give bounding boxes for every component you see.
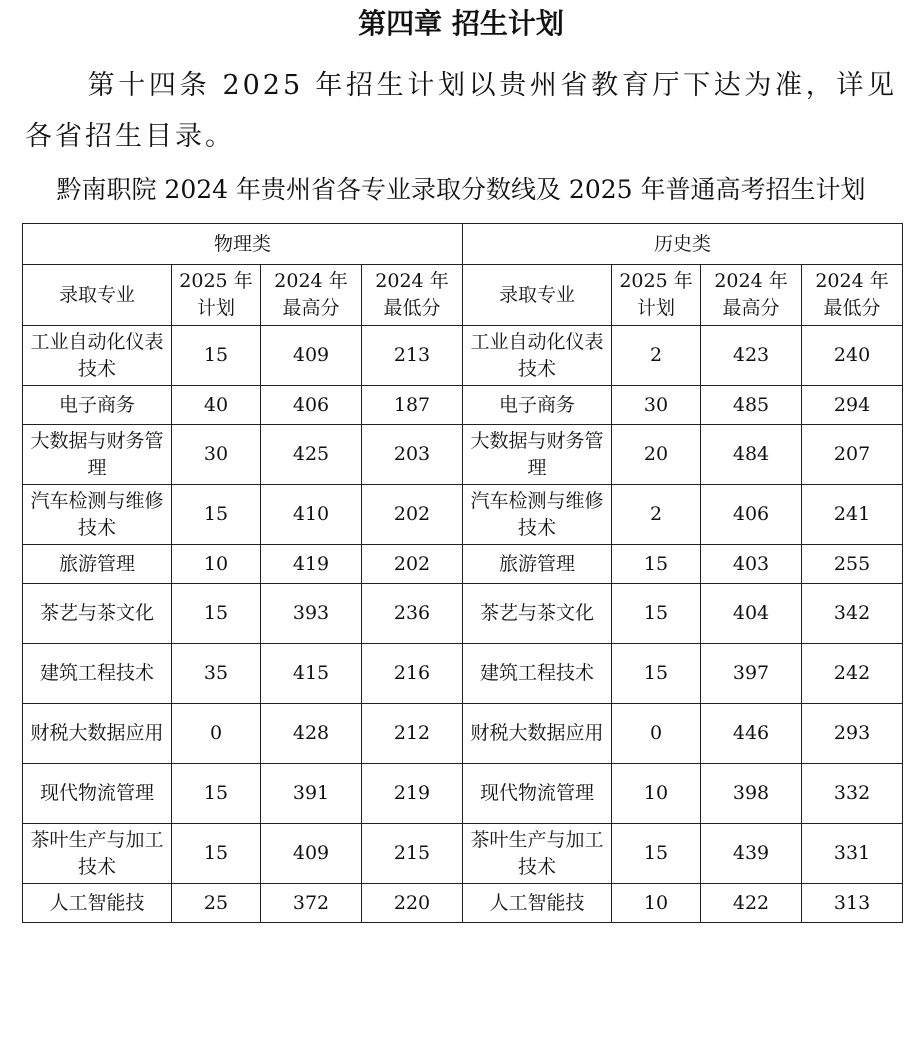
history-major-cell: 大数据与财务管理 <box>463 425 612 485</box>
physics-major-cell: 人工智能技 <box>23 884 172 923</box>
physics-plan-2025-cell: 15 <box>172 584 261 644</box>
history-major-cell: 人工智能技 <box>463 884 612 923</box>
physics-max-2024-cell: 372 <box>261 884 362 923</box>
table-row <box>23 704 903 764</box>
physics-plan-2025-cell: 0 <box>172 704 261 764</box>
history-major-cell: 现代物流管理 <box>463 764 612 824</box>
history-major-cell: 茶叶生产与加工技术 <box>463 824 612 884</box>
physics-plan-2025-cell: 25 <box>172 884 261 923</box>
history-plan-2025-cell: 30 <box>612 386 701 425</box>
physics-max-2024-cell: 428 <box>261 704 362 764</box>
physics-min-2024-cell: 202 <box>362 485 463 545</box>
history-major-cell: 工业自动化仪表技术 <box>463 326 612 386</box>
table-row <box>23 326 903 386</box>
physics-major-cell: 汽车检测与维修技术 <box>23 485 172 545</box>
history-min-2024-cell: 332 <box>802 764 903 824</box>
physics-min-2024-cell: 203 <box>362 425 463 485</box>
history-min-2024-cell: 331 <box>802 824 903 884</box>
history-min-2024-cell: 255 <box>802 545 903 584</box>
group-header-history: 历史类 <box>463 224 903 265</box>
table-row <box>23 545 903 584</box>
history-min-2024-cell: 313 <box>802 884 903 923</box>
history-plan-2025-cell: 2 <box>612 326 701 386</box>
history-max-2024-cell: 423 <box>701 326 802 386</box>
history-max-2024-cell: 446 <box>701 704 802 764</box>
history-min-2024-cell: 294 <box>802 386 903 425</box>
table-row <box>23 644 903 704</box>
history-major-cell: 财税大数据应用 <box>463 704 612 764</box>
history-plan-2025-cell: 20 <box>612 425 701 485</box>
physics-min-2024-cell: 212 <box>362 704 463 764</box>
article-text: 第十四条 2025 年招生计划以贵州省教育厅下达为准，详见各省招生目录。 <box>25 70 897 152</box>
table-row <box>23 884 903 923</box>
physics-max-2024-cell: 409 <box>261 824 362 884</box>
history-max-2024-cell: 406 <box>701 485 802 545</box>
history-plan-2025-cell: 15 <box>612 824 701 884</box>
physics-major-cell: 茶艺与茶文化 <box>23 584 172 644</box>
history-max-2024-cell: 404 <box>701 584 802 644</box>
history-max-2024-cell: 484 <box>701 425 802 485</box>
history-min-2024-cell: 241 <box>802 485 903 545</box>
physics-major-cell: 建筑工程技术 <box>23 644 172 704</box>
col-header-max-2024: 2024 年最高分 <box>261 265 362 326</box>
history-max-2024-cell: 403 <box>701 545 802 584</box>
group-header-row <box>23 224 903 265</box>
chapter-title: 第四章 招生计划 <box>358 7 564 40</box>
physics-min-2024-cell: 216 <box>362 644 463 704</box>
physics-min-2024-cell: 202 <box>362 545 463 584</box>
physics-max-2024-cell: 415 <box>261 644 362 704</box>
physics-major-cell: 电子商务 <box>23 386 172 425</box>
history-plan-2025-cell: 15 <box>612 545 701 584</box>
history-plan-2025-cell: 15 <box>612 644 701 704</box>
history-plan-2025-cell: 0 <box>612 704 701 764</box>
col-header-max-2024: 2024 年最高分 <box>701 265 802 326</box>
table-row <box>23 386 903 425</box>
col-header-plan-2025: 2025 年计划 <box>612 265 701 326</box>
history-max-2024-cell: 397 <box>701 644 802 704</box>
physics-min-2024-cell: 219 <box>362 764 463 824</box>
history-major-cell: 旅游管理 <box>463 545 612 584</box>
physics-min-2024-cell: 220 <box>362 884 463 923</box>
table-caption: 黔南职院 2024 年贵州省各专业录取分数线及 2025 年普通高考招生计划 <box>56 175 866 204</box>
history-major-cell: 电子商务 <box>463 386 612 425</box>
history-max-2024-cell: 422 <box>701 884 802 923</box>
history-major-cell: 汽车检测与维修技术 <box>463 485 612 545</box>
article-paragraph <box>25 60 897 162</box>
history-min-2024-cell: 240 <box>802 326 903 386</box>
physics-min-2024-cell: 236 <box>362 584 463 644</box>
physics-major-cell: 工业自动化仪表技术 <box>23 326 172 386</box>
physics-major-cell: 大数据与财务管理 <box>23 425 172 485</box>
physics-plan-2025-cell: 30 <box>172 425 261 485</box>
table-row <box>23 485 903 545</box>
physics-max-2024-cell: 406 <box>261 386 362 425</box>
physics-major-cell: 现代物流管理 <box>23 764 172 824</box>
physics-major-cell: 财税大数据应用 <box>23 704 172 764</box>
history-min-2024-cell: 207 <box>802 425 903 485</box>
history-min-2024-cell: 242 <box>802 644 903 704</box>
physics-min-2024-cell: 187 <box>362 386 463 425</box>
physics-plan-2025-cell: 40 <box>172 386 261 425</box>
physics-max-2024-cell: 393 <box>261 584 362 644</box>
physics-min-2024-cell: 215 <box>362 824 463 884</box>
table-row <box>23 824 903 884</box>
history-major-cell: 建筑工程技术 <box>463 644 612 704</box>
history-min-2024-cell: 293 <box>802 704 903 764</box>
physics-max-2024-cell: 391 <box>261 764 362 824</box>
column-header-row <box>23 265 903 326</box>
physics-max-2024-cell: 419 <box>261 545 362 584</box>
history-plan-2025-cell: 10 <box>612 884 701 923</box>
col-header-plan-2025: 2025 年计划 <box>172 265 261 326</box>
col-header-min-2024: 2024 年最低分 <box>362 265 463 326</box>
physics-max-2024-cell: 410 <box>261 485 362 545</box>
history-plan-2025-cell: 15 <box>612 584 701 644</box>
table-row <box>23 584 903 644</box>
history-max-2024-cell: 485 <box>701 386 802 425</box>
group-header-physics: 物理类 <box>23 224 463 265</box>
physics-max-2024-cell: 425 <box>261 425 362 485</box>
physics-plan-2025-cell: 15 <box>172 326 261 386</box>
history-major-cell: 茶艺与茶文化 <box>463 584 612 644</box>
physics-major-cell: 旅游管理 <box>23 545 172 584</box>
physics-plan-2025-cell: 15 <box>172 824 261 884</box>
history-max-2024-cell: 398 <box>701 764 802 824</box>
physics-major-cell: 茶叶生产与加工技术 <box>23 824 172 884</box>
physics-max-2024-cell: 409 <box>261 326 362 386</box>
table-row <box>23 764 903 824</box>
physics-plan-2025-cell: 10 <box>172 545 261 584</box>
physics-min-2024-cell: 213 <box>362 326 463 386</box>
history-plan-2025-cell: 10 <box>612 764 701 824</box>
history-plan-2025-cell: 2 <box>612 485 701 545</box>
col-header-major: 录取专业 <box>463 265 612 326</box>
history-min-2024-cell: 342 <box>802 584 903 644</box>
physics-plan-2025-cell: 15 <box>172 485 261 545</box>
physics-plan-2025-cell: 15 <box>172 764 261 824</box>
col-header-major: 录取专业 <box>23 265 172 326</box>
col-header-min-2024: 2024 年最低分 <box>802 265 903 326</box>
history-max-2024-cell: 439 <box>701 824 802 884</box>
admission-plan-table <box>22 223 903 923</box>
physics-plan-2025-cell: 35 <box>172 644 261 704</box>
table-row <box>23 425 903 485</box>
